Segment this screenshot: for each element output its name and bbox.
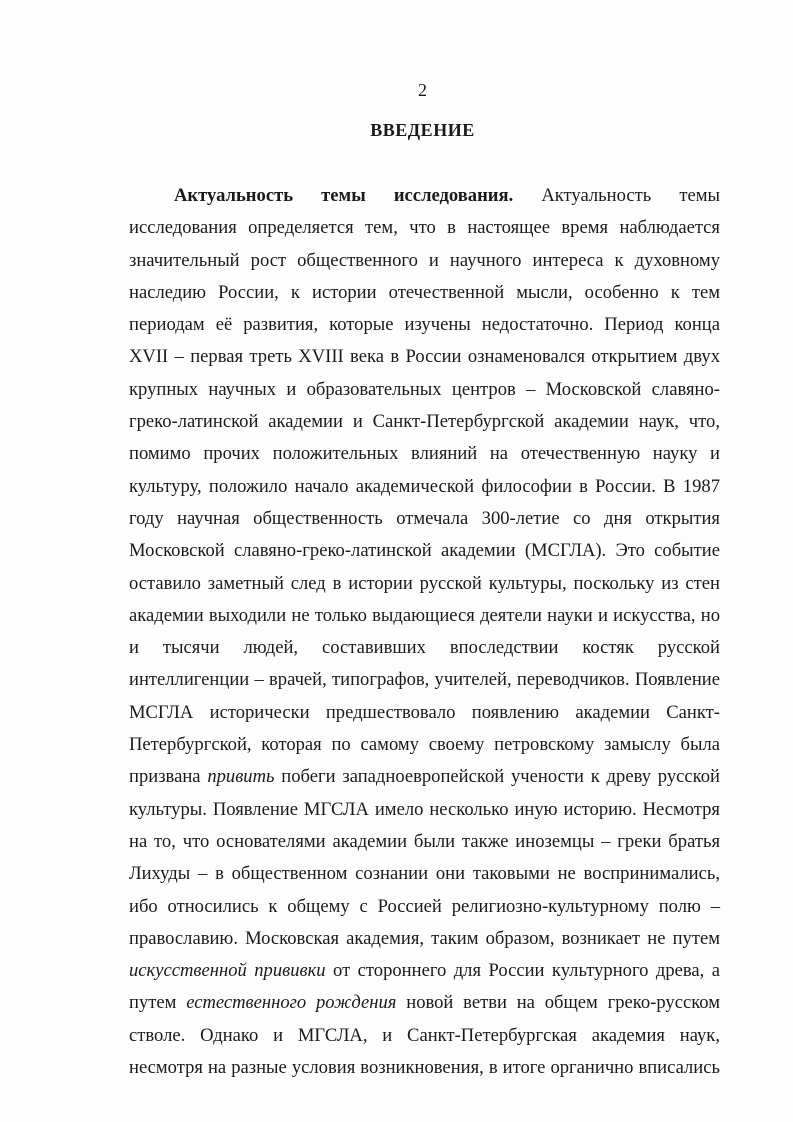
text-line xyxy=(129,891,720,923)
text-segment: призвана xyxy=(129,766,208,788)
text-segment: православию. Московская академия, таким образом, возникает не путем xyxy=(129,927,720,949)
text-segment: культуры. Появление МГСЛА имело несколько иную историю. Несмотря xyxy=(129,798,720,820)
text-segment: ибо относились к общему с Россией религиозно-культурному полю – xyxy=(129,895,720,917)
text-line xyxy=(129,664,720,696)
text-segment: культуру, положило начало академической философии в России. В 1987 xyxy=(129,475,720,497)
text-line xyxy=(129,180,720,212)
text-segment: новой ветви на общем греко-русском xyxy=(396,992,720,1014)
body-paragraph xyxy=(129,180,720,1084)
text-line xyxy=(129,1052,720,1084)
text-segment: от стороннего для России культурного древа, а xyxy=(325,960,720,982)
text-line xyxy=(129,277,720,309)
text-segment: значительный рост общественного и научного интереса к духовному xyxy=(129,249,720,271)
page-number: 2 xyxy=(418,80,427,100)
text-line xyxy=(129,568,720,600)
text-line xyxy=(129,697,720,729)
text-line xyxy=(129,729,720,761)
text-segment: наследию России, к истории отечественной мысли, особенно к тем xyxy=(129,281,720,303)
text-segment: стволе. Однако и МГСЛА, и Санкт-Петербургская академия наук, xyxy=(129,1024,720,1046)
text-segment: Актуальность темы xyxy=(513,185,720,206)
text-line xyxy=(129,826,720,858)
italic-text-segment: искусственной прививки xyxy=(129,960,326,982)
text-line xyxy=(129,858,720,890)
text-segment: году научная общественность отмечала 300-летие со дня открытия xyxy=(129,507,720,529)
text-segment: интеллигенции – врачей, типографов, учителей, переводчиков. Появление xyxy=(129,669,720,691)
text-segment: на то, что основателями академии были также иноземцы – греки братья xyxy=(129,830,720,852)
text-segment: Московской славяно-греко-латинской академии (МСГЛА). Это событие xyxy=(129,540,720,562)
text-segment: несмотря на разные условия возникновения, в итоге органично вписались xyxy=(129,1057,720,1079)
text-segment: XVII – первая треть XVIII века в России ознаменовался открытием двух xyxy=(129,346,720,368)
text-segment: и тысячи людей, составивших впоследствии костяк русской xyxy=(129,637,720,659)
text-line xyxy=(129,955,720,987)
text-segment: Лихуды – в общественном сознании они таковыми не воспринимались, xyxy=(129,863,720,885)
text-line xyxy=(129,761,720,793)
text-segment: побеги западноевропейской учености к древу русской xyxy=(274,766,720,788)
text-line xyxy=(129,471,720,503)
italic-text-segment: привить xyxy=(207,766,275,788)
text-line xyxy=(129,212,720,244)
text-segment: путем xyxy=(129,992,187,1014)
text-segment: оставило заметный след в истории русской культуры, поскольку из стен xyxy=(129,572,720,594)
text-line xyxy=(129,987,720,1019)
bold-text-segment: Актуальность темы исследования. xyxy=(174,185,514,206)
text-segment: крупных научных и образовательных центров – Московской славяно- xyxy=(129,378,720,400)
text-line xyxy=(129,1020,720,1052)
text-segment: греко-латинской академии и Санкт-Петербургской академии наук, что, xyxy=(129,411,720,433)
text-line xyxy=(129,341,720,373)
text-line xyxy=(129,503,720,535)
text-line xyxy=(129,794,720,826)
text-line xyxy=(129,309,720,341)
text-line xyxy=(129,245,720,277)
text-line xyxy=(129,438,720,470)
text-line xyxy=(129,632,720,664)
text-line xyxy=(129,535,720,567)
text-segment: Петербургской, которая по самому своему петровскому замыслу была xyxy=(129,734,720,756)
text-line xyxy=(129,600,720,632)
text-segment: МСГЛА исторически предшествовало появлению академии Санкт- xyxy=(129,701,720,723)
text-line xyxy=(129,406,720,438)
text-line xyxy=(129,374,720,406)
section-heading: ВВЕДЕНИЕ xyxy=(370,120,475,140)
text-line xyxy=(129,923,720,955)
text-segment: помимо прочих положительных влияний на отечественную науку и xyxy=(129,443,720,465)
italic-text-segment: естественного рождения xyxy=(186,992,397,1014)
text-segment: академии выходили не только выдающиеся деятели науки и искусства, но xyxy=(129,604,720,626)
text-segment: исследования определяется тем, что в настоящее время наблюдается xyxy=(129,217,720,239)
text-segment: периодам её развития, которые изучены недостаточно. Период конца xyxy=(129,314,720,336)
